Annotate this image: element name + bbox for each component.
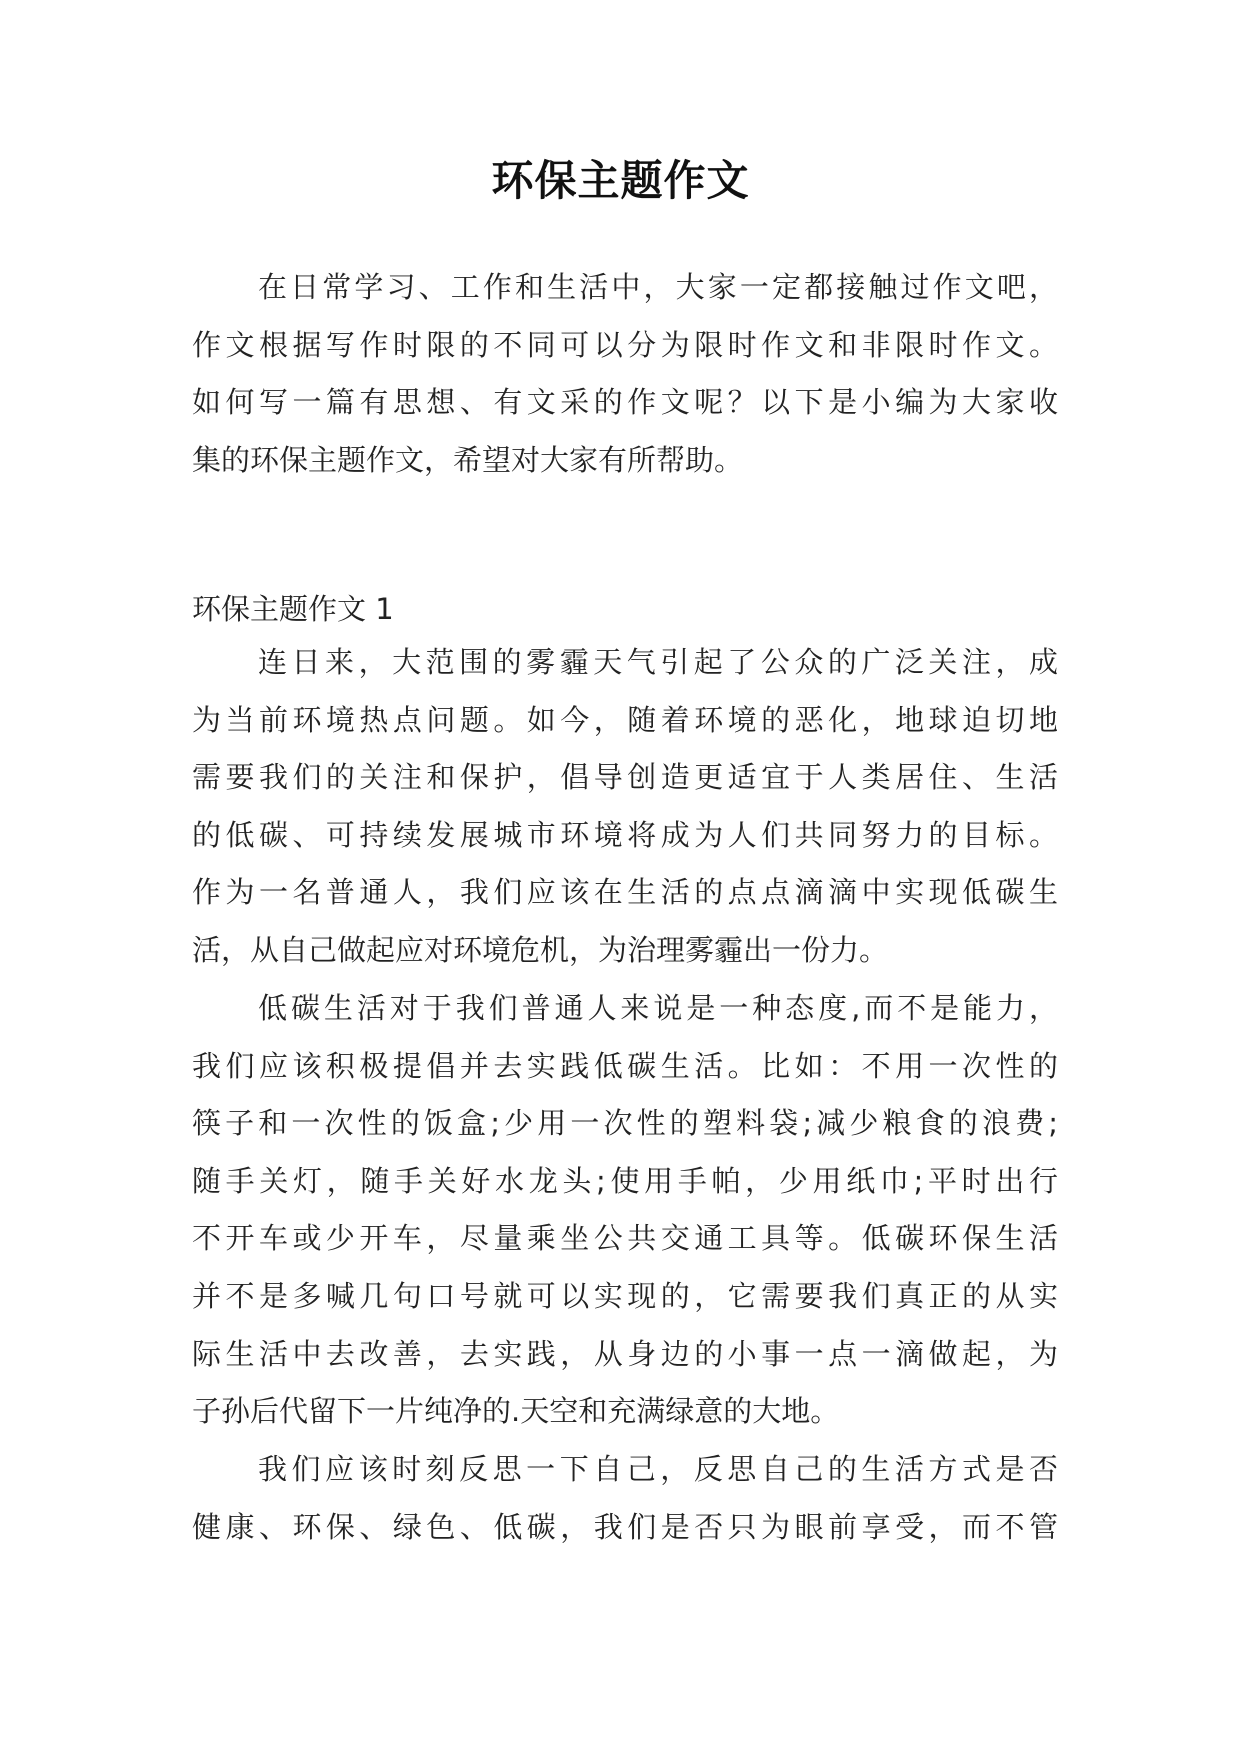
- intro-line: 作文根据写作时限的不同可以分为限时作文和非限时作文。: [192, 327, 1058, 362]
- body-line: 为当前环境热点问题。如今，随着环境的恶化，地球迫切地: [192, 702, 1058, 737]
- body-line: 作为一名普通人，我们应该在生活的点点滴滴中实现低碳生: [192, 875, 1058, 910]
- body-line: 不开车或少开车，尽量乘坐公共交通工具等。低碳环保生活: [192, 1221, 1058, 1256]
- body-line: 的低碳、可持续发展城市环境将成为人们共同努力的目标。: [192, 817, 1058, 852]
- body-line: 低碳生活对于我们普通人来说是一种态度,而不是能力，: [258, 991, 1058, 1025]
- body-line: 健康、环保、绿色、低碳，我们是否只为眼前享受，而不管: [192, 1509, 1058, 1544]
- body-paragraph-1: [192, 634, 1058, 980]
- intro-paragraph: [192, 259, 1058, 489]
- body-line: 我们应该积极提倡并去实践低碳生活。比如：不用一次性的: [192, 1048, 1058, 1083]
- body-line: 际生活中去改善，去实践，从身边的小事一点一滴做起，为: [192, 1336, 1058, 1371]
- body-line: 并不是多喊几句口号就可以实现的，它需要我们真正的从实: [192, 1278, 1058, 1313]
- body-paragraph-2: [192, 980, 1058, 1441]
- body-paragraph-3: [192, 1441, 1058, 1556]
- body-line: 随手关灯，随手关好水龙头;使用手帕，少用纸巾;平时出行: [192, 1163, 1058, 1198]
- body-line: 连日来，大范围的雾霾天气引起了公众的广泛关注，成: [258, 645, 1058, 679]
- section-heading: 环保主题作文 1: [192, 592, 394, 626]
- document-title: 环保主题作文: [491, 156, 750, 205]
- body-line: 筷子和一次性的饭盒;少用一次性的塑料袋;减少粮食的浪费;: [192, 1106, 1058, 1141]
- body-line: 子孙后代留下一片纯净的.天空和充满绿意的大地。: [192, 1394, 840, 1429]
- intro-line: 在日常学习、工作和生活中，大家一定都接触过作文吧，: [258, 270, 1058, 304]
- body-line: 需要我们的关注和保护，倡导创造更适宜于人类居住、生活: [192, 760, 1058, 795]
- body-line: 活，从自己做起应对环境危机，为治理雾霾出一份力。: [192, 932, 889, 967]
- intro-line: 集的环保主题作文，希望对大家有所帮助。: [192, 442, 744, 477]
- intro-line: 如何写一篇有思想、有文采的作文呢？以下是小编为大家收: [192, 385, 1058, 420]
- body-line: 我们应该时刻反思一下自己，反思自己的生活方式是否: [258, 1452, 1058, 1486]
